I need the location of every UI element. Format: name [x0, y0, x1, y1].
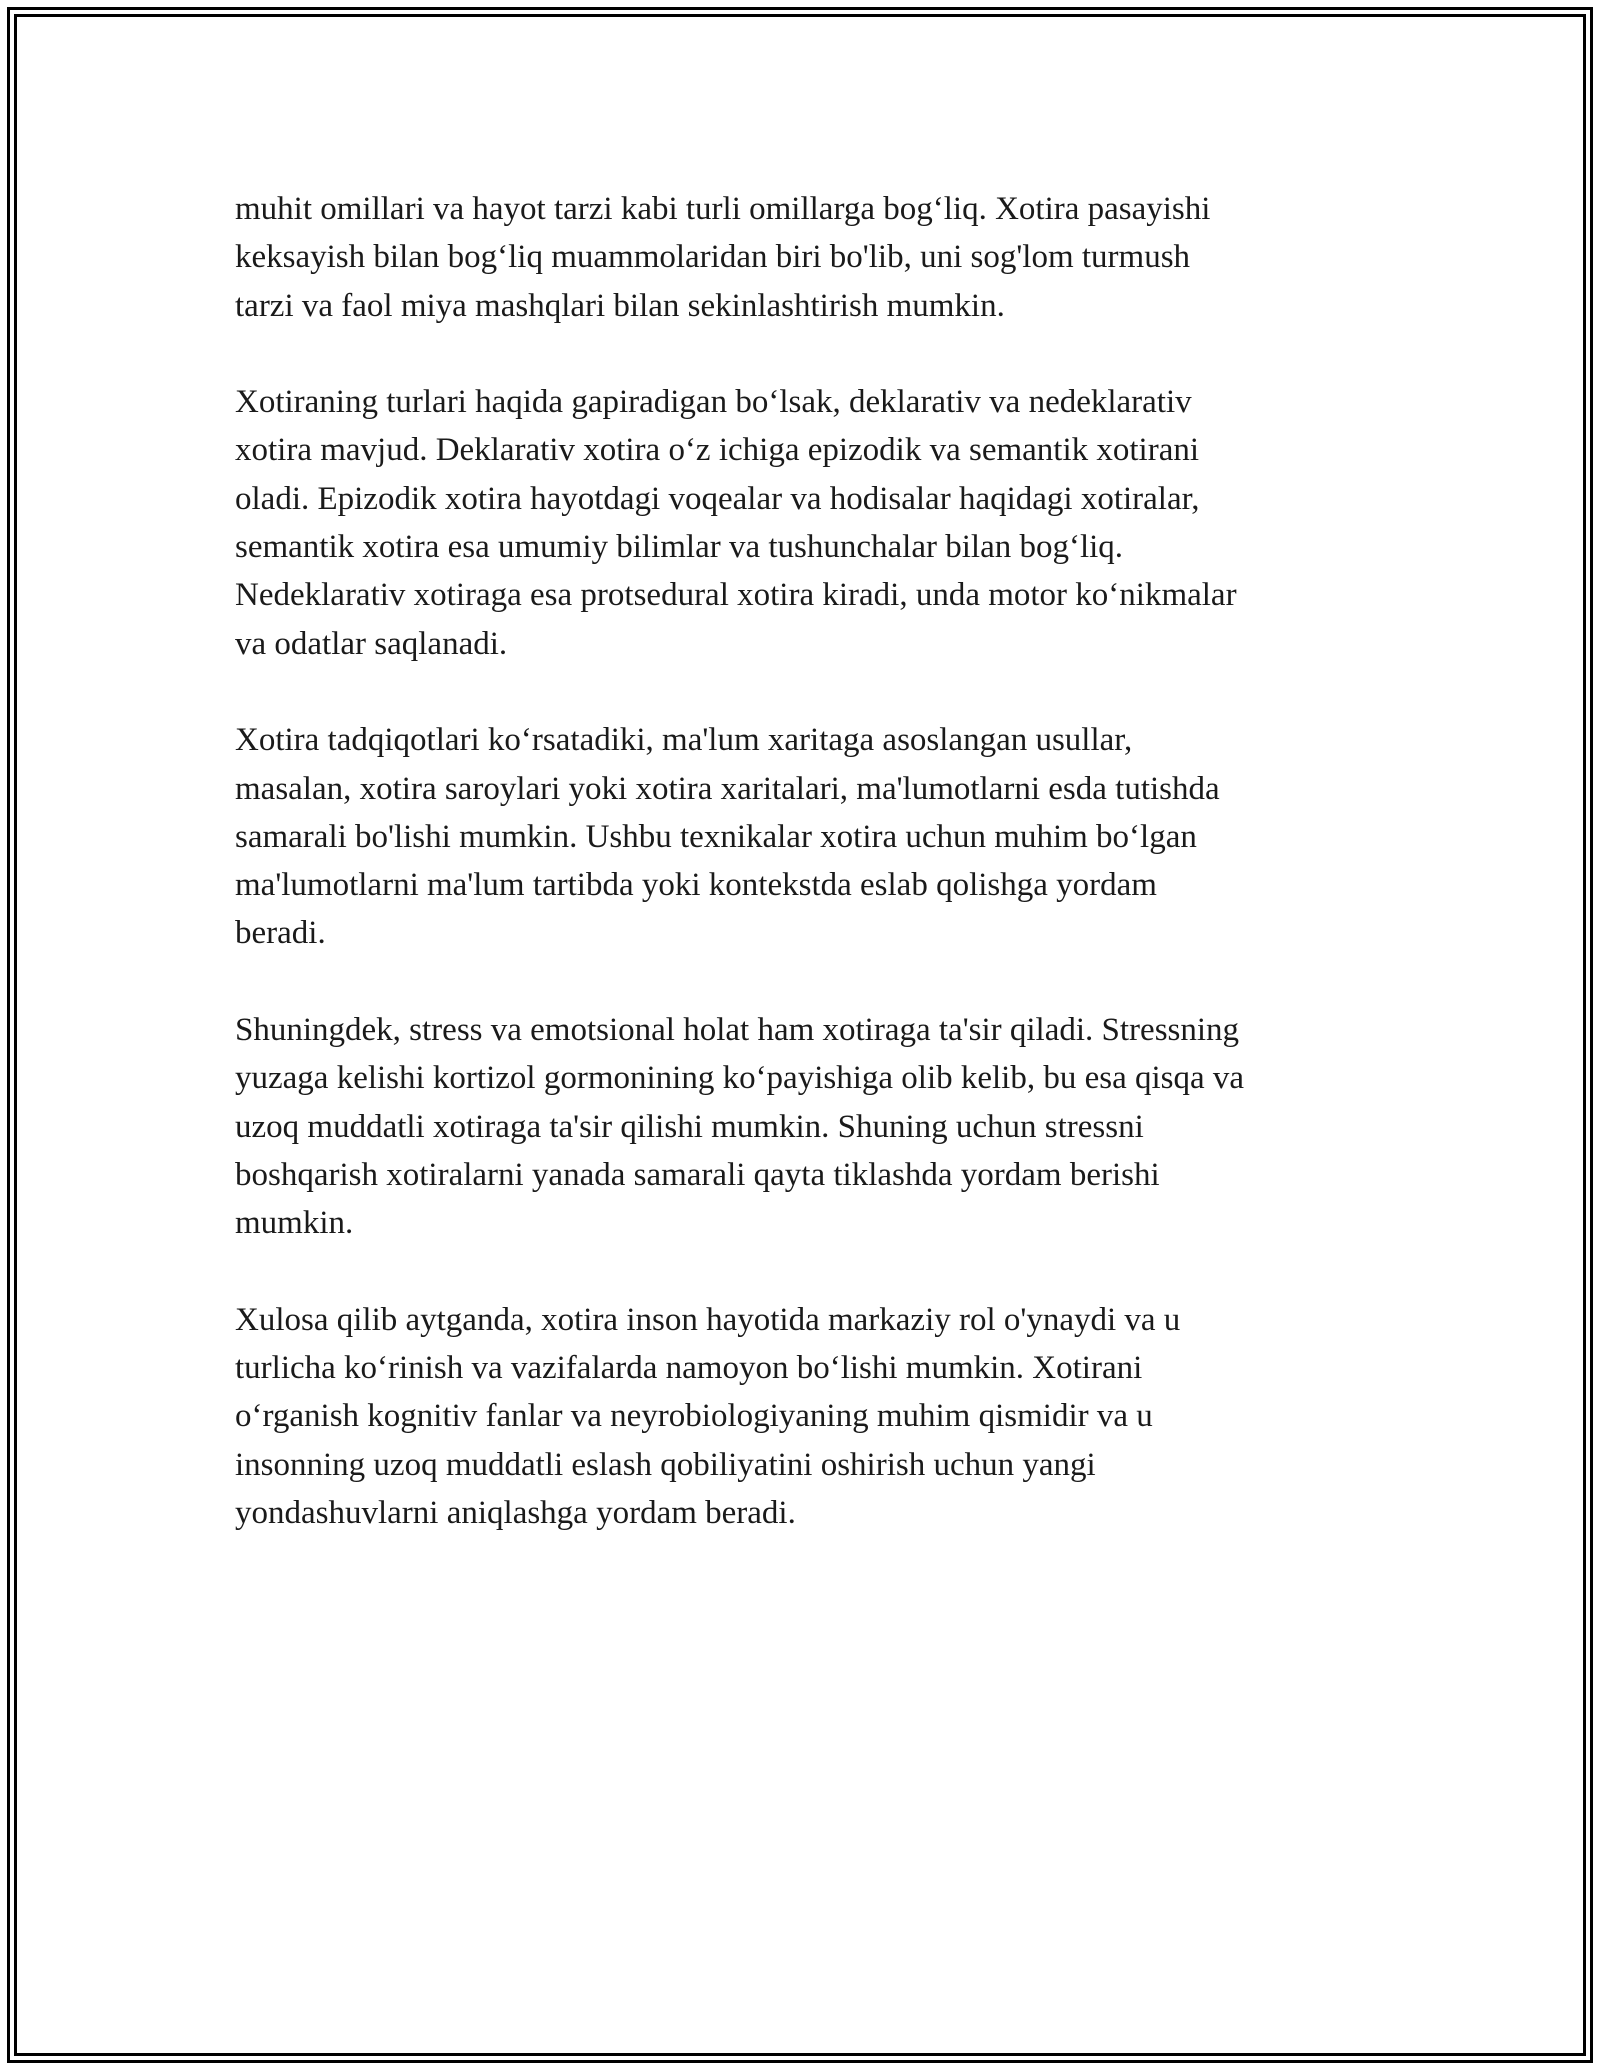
- text-line: o‘rganish kognitiv fanlar va neyrobiologiyaning muhim qismidir va u: [235, 1398, 1153, 1435]
- text-line: ma'lumotlarni ma'lum tartibda yoki kontekstda eslab qolishga yordam: [235, 867, 1157, 904]
- paragraph-conclusion: [235, 1296, 1365, 1537]
- text-line: Xotiraning turlari haqida gapiradigan bo‘lsak, deklarativ va nedeklarativ: [235, 384, 1192, 421]
- text-line: masalan, xotira saroylari yoki xotira xaritalari, ma'lumotlarni esda tutishda: [235, 770, 1220, 807]
- text-line: va odatlar saqlanadi.: [235, 625, 508, 662]
- text-line: beradi.: [235, 915, 326, 952]
- paragraph-memory-research: [235, 716, 1365, 957]
- text-line: boshqarish xotiralarni yanada samarali qayta tiklashda yordam berishi: [235, 1156, 1160, 1193]
- text-line: uzoq muddatli xotiraga ta'sir qilishi mumkin. Shuning uchun stressni: [235, 1108, 1144, 1145]
- paragraph-stress-effects: [235, 1006, 1365, 1247]
- text-line: yuzaga kelishi kortizol gormonining ko‘payishiga olib kelib, bu esa qisqa va: [235, 1060, 1245, 1097]
- text-line: turlicha ko‘rinish va vazifalarda namoyon bo‘lishi mumkin. Xotirani: [235, 1350, 1143, 1387]
- document-body: [235, 185, 1365, 1586]
- paragraph-memory-types: [235, 378, 1365, 668]
- text-line: yondashuvlarni aniqlashga yordam beradi.: [235, 1495, 796, 1532]
- text-line: Xotira tadqiqotlari ko‘rsatadiki, ma'lum xaritaga asoslangan usullar,: [235, 722, 1133, 759]
- paragraph-memory-decline: [235, 185, 1365, 330]
- text-line: semantik xotira esa umumiy bilimlar va tushunchalar bilan bog‘liq.: [235, 529, 1124, 566]
- text-line: xotira mavjud. Deklarativ xotira o‘z ichiga epizodik va semantik xotirani: [235, 432, 1200, 469]
- text-line: insonning uzoq muddatli eslash qobiliyatini oshirish uchun yangi: [235, 1446, 1096, 1483]
- text-line: tarzi va faol miya mashqlari bilan sekinlashtirish mumkin.: [235, 287, 1005, 324]
- text-line: muhit omillari va hayot tarzi kabi turli omillarga bog‘liq. Xotira pasayishi: [235, 191, 1211, 227]
- text-line: mumkin.: [235, 1205, 354, 1242]
- text-line: oladi. Epizodik xotira hayotdagi voqealar va hodisalar haqidagi xotiralar,: [235, 480, 1200, 517]
- text-line: Shuningdek, stress va emotsional holat ham xotiraga ta'sir qiladi. Stressning: [235, 1012, 1240, 1049]
- text-line: Nedeklarativ xotiraga esa protsedural xotira kiradi, unda motor ko‘nikmalar: [235, 577, 1237, 614]
- text-line: samarali bo'lishi mumkin. Ushbu texnikalar xotira uchun muhim bo‘lgan: [235, 818, 1197, 855]
- text-line: Xulosa qilib aytganda, xotira inson hayotida markaziy rol o'ynaydi va u: [235, 1301, 1181, 1338]
- text-line: keksayish bilan bog‘liq muammolaridan biri bo'lib, uni sog'lom turmush: [235, 239, 1191, 276]
